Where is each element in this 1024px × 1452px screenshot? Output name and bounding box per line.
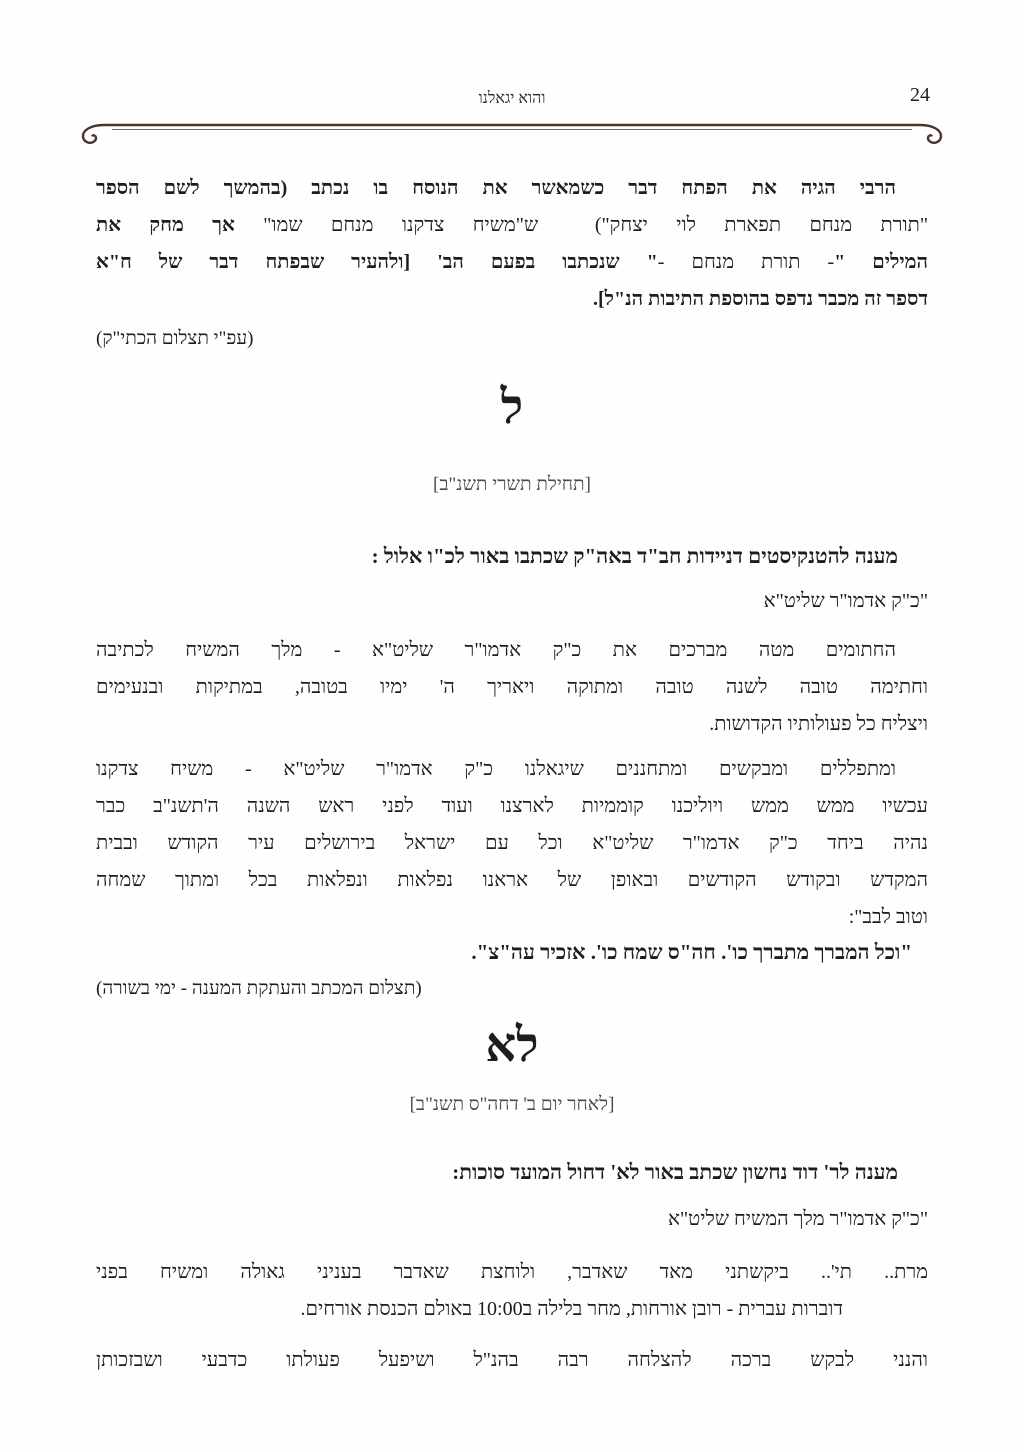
paragraph-umitpalelim-line-3: [96, 825, 928, 862]
paragraph-hagahah-seg-2-3: אך מחק את: [96, 214, 264, 236]
paragraph-umitpalelim-seg-2-1: עכשיו ממש ממש ויוליכנו קוממיות לארצנו ועוד לפני ראש השנה ה'תשנ"ב כבר: [96, 795, 928, 817]
paragraph-hagahah: [96, 170, 928, 318]
paragraph-hagahah-seg-4-1: דספר זה מכבר נדפס בהוספת התיבות הנ"ל].: [593, 288, 928, 310]
paragraph-hachatumim-seg-1-1: החתומים מטה מברכים את כ"ק אדמו"ר שליט"א - מלך המשיח לכתיבה: [96, 639, 896, 661]
section-letter-31: לא: [485, 1019, 539, 1072]
paragraph-hagahah-seg-1-1: הרבי הגיה את הפתח דבר כשמאשר את הנוסח בו נכתב (בהמשך לשם הספר: [96, 177, 896, 199]
paragraph-hachatumim-seg-2-1: וחתימה טובה לשנה טובה ומתוקה ויאריך ה' ימיו בטובה, במתיקות ובנעימים: [96, 676, 928, 698]
paragraph-umitpalelim-line-4: [96, 862, 928, 899]
source-note-1: (עפ"י תצלום הכתי"ק): [96, 328, 254, 349]
paragraph-marat: [96, 1254, 928, 1328]
paragraph-hachatumim-line-3: [96, 706, 928, 743]
paragraph-hagahah-line-4: [96, 281, 928, 318]
paragraph-hagahah-seg-2-1: "תורת מנחם תפארת לוי יצחק"): [594, 214, 928, 236]
letter-opening-2: "כ"ק אדמו"ר מלך המשיח שליט"א: [667, 1208, 928, 1230]
rebbe-response-1: "וכל המברך מתברך כו'. חה"ס שמח כו'. אזכיר עה"צ".: [471, 940, 912, 964]
source-note-2: (תצלום המכתב והעתקת המענה - ימי בשורה): [96, 978, 422, 999]
paragraph-hachatumim-line-1: [96, 632, 928, 669]
left-scroll-icon: [83, 125, 104, 143]
paragraph-marat-line-1: [96, 1254, 928, 1291]
paragraph-hagahah-line-3: [96, 244, 928, 281]
paragraph-umitpalelim-seg-4-1: המקדש ובקודש הקודשים ובאופן של אראנו נפלאות ונפלאות בכל ומתוך שמחה: [96, 869, 928, 891]
paragraph-hagahah-line-1: [96, 170, 928, 207]
paragraph-hagahah-line-2: [96, 207, 928, 244]
ornamental-divider: [78, 116, 946, 150]
heading-maane-nachshon: מענה לר' דוד נחשון שכתב באור לא' דחול המועד סוכות:: [452, 1160, 898, 1184]
section-date-30: [תחילת תשרי תשנ"ב]: [433, 474, 591, 495]
paragraph-marat-line-2: [96, 1291, 928, 1328]
heading-maane-tankistim: מענה להטנקיסטים דניידות חב"ד באה"ק שכתבו באור לכ"ו אלול :: [371, 544, 898, 568]
paragraph-umitpalelim-seg-5-1: וטוב לבב":: [848, 906, 928, 928]
paragraph-umitpalelim-seg-3-1: נהיה ביחד כ"ק אדמו"ר שליט"א וכל עם ישראל בירושלים עיר הקודש ובבית: [96, 832, 928, 854]
letter-opening-1: "כ"ק אדמו"ר שליט"א: [763, 590, 928, 612]
paragraph-hachatumim-line-2: [96, 669, 928, 706]
paragraph-vehineni-seg-1-1: והנני לבקש ברכה להצלחה רבה בהנ"ל ושיפעל פעולתו כדבעי ושבזכותן: [96, 1349, 928, 1371]
paragraph-hagahah-seg-2-2: ש"משיח צדקנו מנחם שמו": [263, 214, 595, 236]
paragraph-umitpalelim-seg-1-1: ומתפללים ומבקשים ומתחננים שיגאלנו כ"ק אדמו"ר שליט"א - משיח צדקנו: [96, 758, 896, 780]
paragraph-umitpalelim-line-2: [96, 788, 928, 825]
page-number: 24: [910, 84, 930, 106]
paragraph-hagahah-seg-3-1: המילים ": [834, 251, 928, 273]
running-title: והוא יגאלנו: [478, 90, 546, 107]
paragraph-marat-seg-2-1: דוברות עברית - רובן אורחות, מחר בלילה ב10:00 באולם הכנסת אורחים.: [300, 1298, 843, 1320]
right-scroll-icon: [920, 125, 941, 143]
paragraph-hachatumim: [96, 632, 928, 743]
section-date-31: [לאחר יום ב' דחה"ס תשנ"ב]: [409, 1094, 615, 1115]
paragraph-umitpalelim-line-1: [96, 751, 928, 788]
section-letter-30: ל: [500, 381, 524, 434]
paragraph-hachatumim-seg-3-1: ויצליח כל פעולותיו הקדושות.: [709, 713, 928, 735]
content-area: [96, 170, 928, 1379]
paragraph-umitpalelim-line-5: [96, 899, 928, 936]
paragraph-hagahah-seg-3-3: " שנכתבו בפעם הב' [ולהעיר שבפתח דבר של ח"א: [96, 251, 658, 273]
paragraph-vehineni: [96, 1342, 928, 1379]
paragraph-vehineni-line-1: [96, 1342, 928, 1379]
paragraph-marat-seg-1-1: מרת.. תי'.. ביקשתני מאד שאדבר, ולוחצת שאדבר בעניני גאולה ומשיח בפני: [96, 1261, 928, 1283]
paragraph-umitpalelim: [96, 751, 928, 936]
paragraph-hagahah-seg-3-2: - תורת מנחם -: [657, 251, 835, 273]
